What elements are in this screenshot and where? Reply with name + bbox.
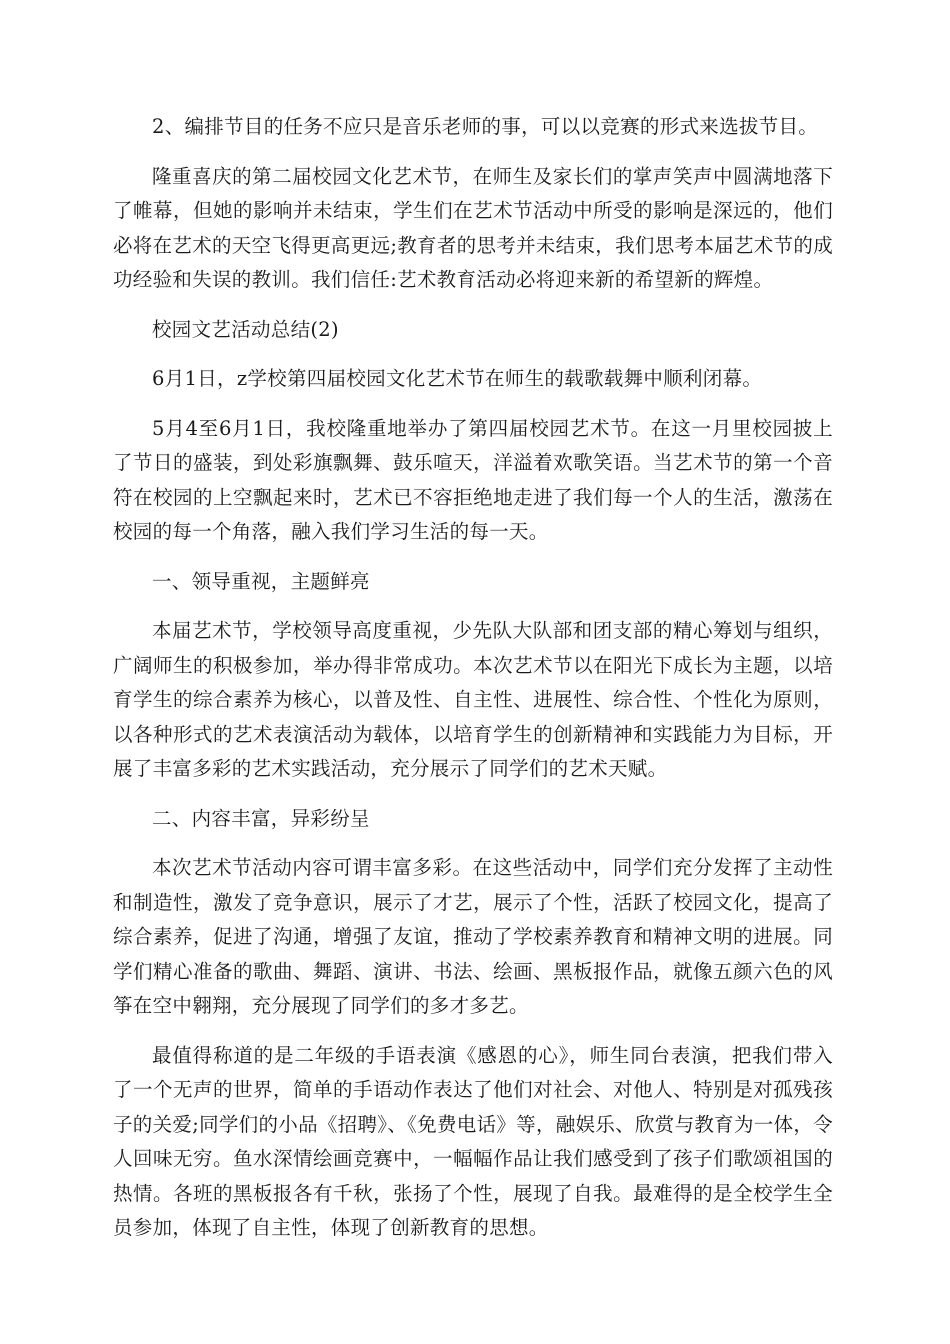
- paragraph-highlights: 最值得称道的是二年级的手语表演《感恩的心》，师生同台表演，把我们带入了一个无声的世界，简单的手语动作表达了他们对社会、对他人、特别是对孤残孩子的关爱;同学们的小品《招聘》、《免费电话》等，融娱乐、欣赏与教育为一体，令人回味无穷。鱼水深情绘画竞赛中，一幅幅作品让我们感受到了孩子们歌颂祖国的热情。各班的黑板报各有千秋，张扬了个性，展现了自我。最难得的是全校学生全员参加，体现了自主性，体现了创新教育的思想。: [113, 1043, 833, 1239]
- heading-leadership: 一、领导重视，主题鲜亮: [152, 569, 370, 593]
- paragraph-second-festival-summary: 隆重喜庆的第二届校园文化艺术节，在师生及家长们的掌声笑声中圆满地落下了帷幕，但她的影响并未结束，学生们在艺术节活动中所受的影响是深远的，他们必将在艺术的天空飞得更高更远;教育者的思考并未结束，我们思考本届艺术节的成功经验和失误的教训。我们信任:艺术教育活动必将迎来新的希望新的辉煌。: [113, 164, 833, 291]
- paragraph-content: 本次艺术节活动内容可谓丰富多彩。在这些活动中，同学们充分发挥了主动性和制造性，激发了竞争意识，展示了才艺，展示了个性，活跃了校园文化，提高了综合素养，促进了沟通，增强了友谊，推动了学校素养教育和精神文明的进展。同学们精心准备的歌曲、舞蹈、演讲、书法、绘画、黑板报作品，就像五颜六色的风筝在空中翱翔，充分展现了同学们的多才多艺。: [113, 856, 833, 1017]
- heading-content: 二、内容丰富，异彩纷呈: [152, 806, 370, 830]
- paragraph-leadership: 本届艺术节，学校领导高度重视，少先队大队部和团支部的精心筹划与组织，广阔师生的积极参加，举办得非常成功。本次艺术节以在阳光下成长为主题，以培育学生的综合素养为核心，以普及性、自主性、进展性、综合性、个性化为原则，以各种形式的艺术表演活动为载体，以培育学生的创新精神和实践能力为目标，开展了丰富多彩的艺术实践活动，充分展示了同学们的艺术天赋。: [113, 619, 833, 780]
- paragraph-program-arrangement: 2、编排节目的任务不应只是音乐老师的事，可以以竞赛的形式来选拔节目。: [152, 115, 819, 138]
- paragraph-festival-overview: 5月4至6月1日，我校隆重地举办了第四届校园艺术节。在这一月里校园披上了节日的盛装，到处彩旗飘舞、鼓乐喧天，洋溢着欢歌笑语。当艺术节的第一个音符在校园的上空飘起来时，艺术已不容拒绝地走进了我们每一个人的生活，激荡在校园的每一个角落，融入我们学习生活的每一天。: [113, 416, 833, 543]
- paragraph-closing-date: 6月1日，z学校第四届校园文化艺术节在师生的载歌载舞中顺利闭幕。: [152, 367, 763, 390]
- document-page: [113, 110, 833, 1261]
- section-title-summary-2: 校园文艺活动总结(2): [152, 317, 339, 341]
